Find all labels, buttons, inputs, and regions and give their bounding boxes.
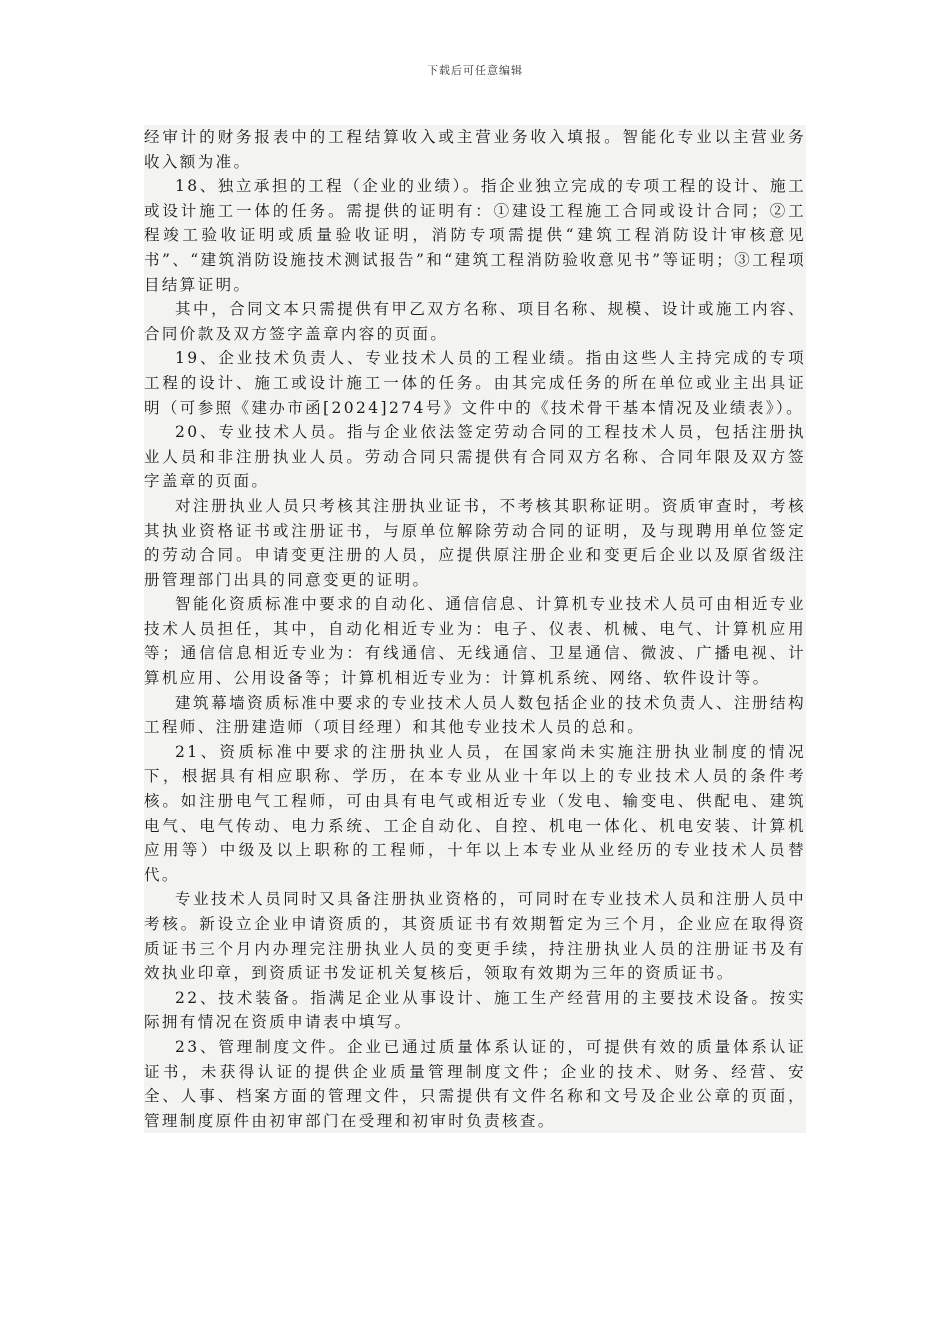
paragraph-item-19: 19、企业技术负责人、专业技术人员的工程业绩。指由这些人主持完成的专项工程的设计、施工或设计施工一体的任务。由其完成任务的所在单位或业主出具证明（可参照《建办市函[2024]274号》文件中的《技术骨干基本情况及业绩表》）。: [144, 346, 806, 420]
paragraph-item-18: 18、独立承担的工程（企业的业绩）。指企业独立完成的专项工程的设计、施工或设计施工一体的任务。需提供的证明有：①建设工程施工合同或设计合同；②工程竣工验收证明或质量验收证明，消防专项需提供“建筑工程消防设计审核意见书”、“建筑消防设施技术测试报告”和“建筑工程消防验收意见书”等证明；③工程项目结算证明。: [144, 174, 806, 297]
paragraph-item-22: 22、技术装备。指满足企业从事设计、施工生产经营用的主要技术设备。按实际拥有情况在资质申请表中填写。: [144, 986, 806, 1035]
paragraph-item-20: 20、专业技术人员。指与企业依法签定劳动合同的工程技术人员，包括注册执业人员和非注册执业人员。劳动合同只需提供有合同双方名称、合同年限及双方签字盖章的页面。: [144, 420, 806, 494]
paragraph-continuation: 经审计的财务报表中的工程结算收入或主营业务收入填报。智能化专业以主营业务收入额为准。: [144, 125, 806, 174]
paragraph-item-21: 21、资质标准中要求的注册执业人员，在国家尚未实施注册执业制度的情况下，根据具有相应职称、学历，在本专业从业十年以上的专业技术人员的条件考核。如注册电气工程师，可由具有电气或相近专业（发电、输变电、供配电、建筑电气、电气传动、电力系统、工企自动化、自控、机电一体化、机电安装、计算机应用等）中级及以上职称的工程师，十年以上本专业从业经历的专业技术人员替代。: [144, 740, 806, 888]
paragraph-contract-note: 其中，合同文本只需提供有甲乙双方名称、项目名称、规模、设计或施工内容、合同价款及双方签字盖章内容的页面。: [144, 297, 806, 346]
paragraph-item-23: 23、管理制度文件。企业已通过质量体系认证的，可提供有效的质量体系认证证书，未获得认证的提供企业质量管理制度文件；企业的技术、财务、经营、安全、人事、档案方面的管理文件，只需提供有文件名称和文号及企业公章的页面，管理制度原件由初审部门在受理和初审时负责核查。: [144, 1035, 806, 1133]
page-header: 下载后可任意编辑: [427, 64, 523, 77]
paragraph-registered-staff: 对注册执业人员只考核其注册执业证书，不考核其职称证明。资质审查时，考核其执业资格证书或注册证书，与原单位解除劳动合同的证明，及与现聘用单位签定的劳动合同。申请变更注册的人员，应提供原注册企业和变更后企业以及原省级注册管理部门出具的同意变更的证明。: [144, 494, 806, 592]
paragraph-curtain-wall: 建筑幕墙资质标准中要求的专业技术人员人数包括企业的技术负责人、注册结构工程师、注册建造师（项目经理）和其他专业技术人员的总和。: [144, 691, 806, 740]
paragraph-intelligent-qualification: 智能化资质标准中要求的自动化、通信信息、计算机专业技术人员可由相近专业技术人员担任，其中，自动化相近专业为：电子、仪表、机械、电气、计算机应用等；通信信息相近专业为：有线通信、无线通信、卫星通信、微波、广播电视、计算机应用、公用设备等；计算机相近专业为：计算机系统、网络、软件设计等。: [144, 592, 806, 690]
paragraph-dual-qualification: 专业技术人员同时又具备注册执业资格的，可同时在专业技术人员和注册人员中考核。新设立企业申请资质的，其资质证书有效期暂定为三个月，企业应在取得资质证书三个月内办理完注册执业人员的变更手续，持注册执业人员的注册证书及有效执业印章，到资质证书发证机关复核后，领取有效期为三年的资质证书。: [144, 887, 806, 985]
document-body: [144, 125, 806, 1133]
